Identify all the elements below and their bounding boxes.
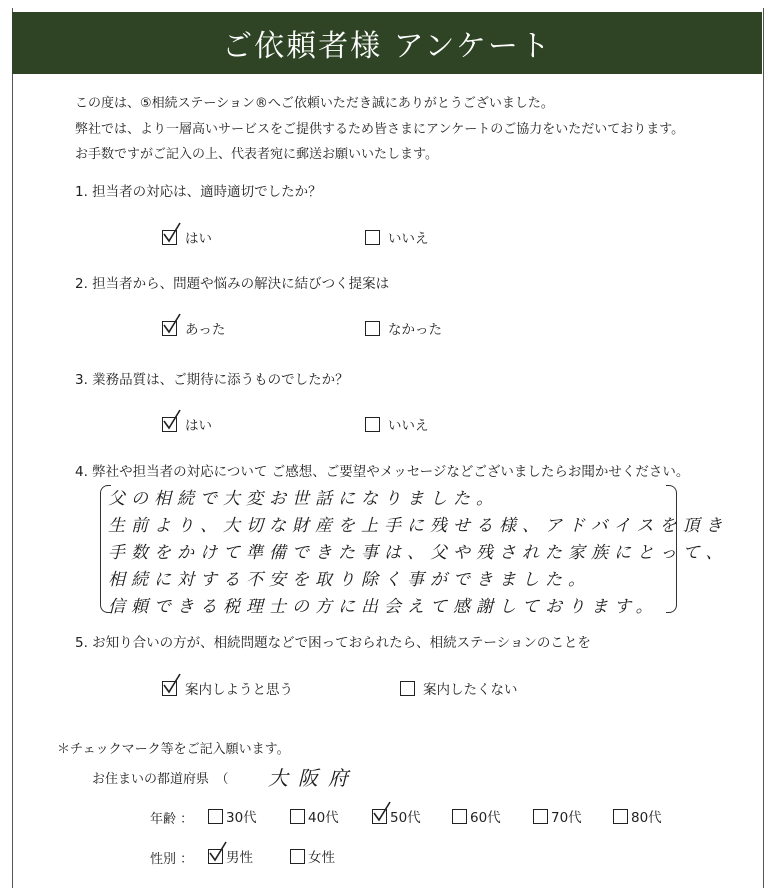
- check-instruction-note: ＊チェックマーク等をご記入願います。: [57, 742, 290, 757]
- prefecture-value[interactable]: 大阪府: [268, 766, 358, 790]
- q1-option-yes[interactable]: [162, 227, 212, 247]
- intro-line-3: お手数ですがご記入の上、代表者宛に郵送お願いいたします。: [75, 147, 438, 162]
- gender-male-label: 男性: [226, 850, 253, 866]
- age-label: 年齢 ：: [150, 812, 194, 827]
- checkbox-empty[interactable]: [208, 809, 223, 824]
- q1-option-no[interactable]: [365, 227, 429, 247]
- checkmark-icon: [162, 409, 182, 431]
- age-option-80s[interactable]: [613, 806, 662, 826]
- comment-line-1: 父の相続で大変お世話になりました。: [108, 489, 499, 509]
- q2-option-no[interactable]: [365, 318, 442, 338]
- checkbox-empty[interactable]: [613, 809, 628, 824]
- age-40s-label: 40代: [308, 810, 339, 826]
- comment-line-5: 信頼できる税理士の方に出会えて感謝しております。: [108, 597, 659, 617]
- checkmark-icon: [372, 801, 392, 823]
- age-30s-label: 30代: [226, 810, 257, 826]
- q3-no-label: いいえ: [388, 418, 429, 434]
- question-3: 3. 業務品質は、ご期待に添うものでしたか？: [75, 372, 349, 388]
- checkbox-empty[interactable]: [290, 809, 305, 824]
- gender-option-male[interactable]: [208, 846, 253, 866]
- intro-line-1: この度は、⑤相続ステーション®へご依頼いただき誠にありがとうございました。: [75, 96, 554, 111]
- age-option-60s[interactable]: [452, 806, 501, 826]
- checkmark-icon: [162, 673, 182, 695]
- q5-yes-label: 案内しようと思う: [185, 682, 293, 698]
- checkbox-empty[interactable]: [365, 417, 380, 432]
- gender-female-label: 女性: [308, 850, 335, 866]
- q3-option-yes[interactable]: [162, 414, 212, 434]
- q3-option-no[interactable]: [365, 414, 429, 434]
- question-5: 5. お知り合いの方が、相続問題などで困っておられたら、相続ステーションのことを: [75, 635, 591, 651]
- checkbox-checked[interactable]: [162, 321, 177, 336]
- checkbox-empty[interactable]: [400, 681, 415, 696]
- age-option-30s[interactable]: [208, 806, 257, 826]
- intro-line-2: 弊社では、より一層高いサービスをご提供するため皆さまにアンケートのご協力をいただいております。: [75, 122, 685, 137]
- q2-no-label: なかった: [388, 322, 442, 338]
- age-option-40s[interactable]: [290, 806, 339, 826]
- q5-option-no[interactable]: [400, 678, 518, 698]
- age-50s-label: 50代: [390, 810, 421, 826]
- checkbox-empty[interactable]: [452, 809, 467, 824]
- checkbox-checked[interactable]: [162, 681, 177, 696]
- gender-label: 性別 ：: [150, 852, 194, 867]
- q2-yes-label: あった: [185, 322, 226, 338]
- question-1: 1. 担当者の対応は、適時適切でしたか？: [75, 184, 322, 200]
- q5-option-yes[interactable]: [162, 678, 293, 698]
- checkbox-checked[interactable]: [162, 417, 177, 432]
- checkbox-checked[interactable]: [162, 230, 177, 245]
- age-60s-label: 60代: [470, 810, 501, 826]
- title-banner: [12, 12, 762, 74]
- checkbox-empty[interactable]: [365, 230, 380, 245]
- checkmark-icon: [162, 313, 182, 335]
- q1-yes-label: はい: [185, 231, 212, 247]
- comment-line-3: 手数をかけて準備できた事は、父や残された家族にとって、: [108, 543, 729, 563]
- page-title: ご依頼者様 アンケート: [222, 29, 552, 64]
- age-80s-label: 80代: [631, 810, 662, 826]
- checkbox-empty[interactable]: [290, 849, 305, 864]
- question-2: 2. 担当者から、問題や悩みの解決に結びつく提案は: [75, 276, 390, 292]
- checkbox-empty[interactable]: [365, 321, 380, 336]
- age-70s-label: 70代: [551, 810, 582, 826]
- checkbox-empty[interactable]: [533, 809, 548, 824]
- age-option-70s[interactable]: [533, 806, 582, 826]
- checkmark-icon: [162, 222, 182, 244]
- gender-option-female[interactable]: [290, 846, 335, 866]
- comment-line-4: 相続に対する不安を取り除く事ができました。: [108, 570, 591, 590]
- q5-no-label: 案内したくない: [423, 682, 518, 698]
- checkmark-icon: [208, 841, 228, 863]
- age-option-50s[interactable]: [372, 806, 421, 826]
- q3-yes-label: はい: [185, 418, 212, 434]
- q2-option-yes[interactable]: [162, 318, 225, 338]
- comment-line-2: 生前より、大切な財産を上手に残せる様、アドバイスを頂き: [108, 516, 729, 536]
- prefecture-label: お住まいの都道府県 （: [92, 772, 229, 787]
- checkbox-checked[interactable]: [208, 849, 223, 864]
- question-4: 4. 弊社や担当者の対応について ご感想、ご要望やメッセージなどございましたらお聞かせください。: [75, 464, 690, 480]
- q1-no-label: いいえ: [388, 231, 429, 247]
- checkbox-checked[interactable]: [372, 809, 387, 824]
